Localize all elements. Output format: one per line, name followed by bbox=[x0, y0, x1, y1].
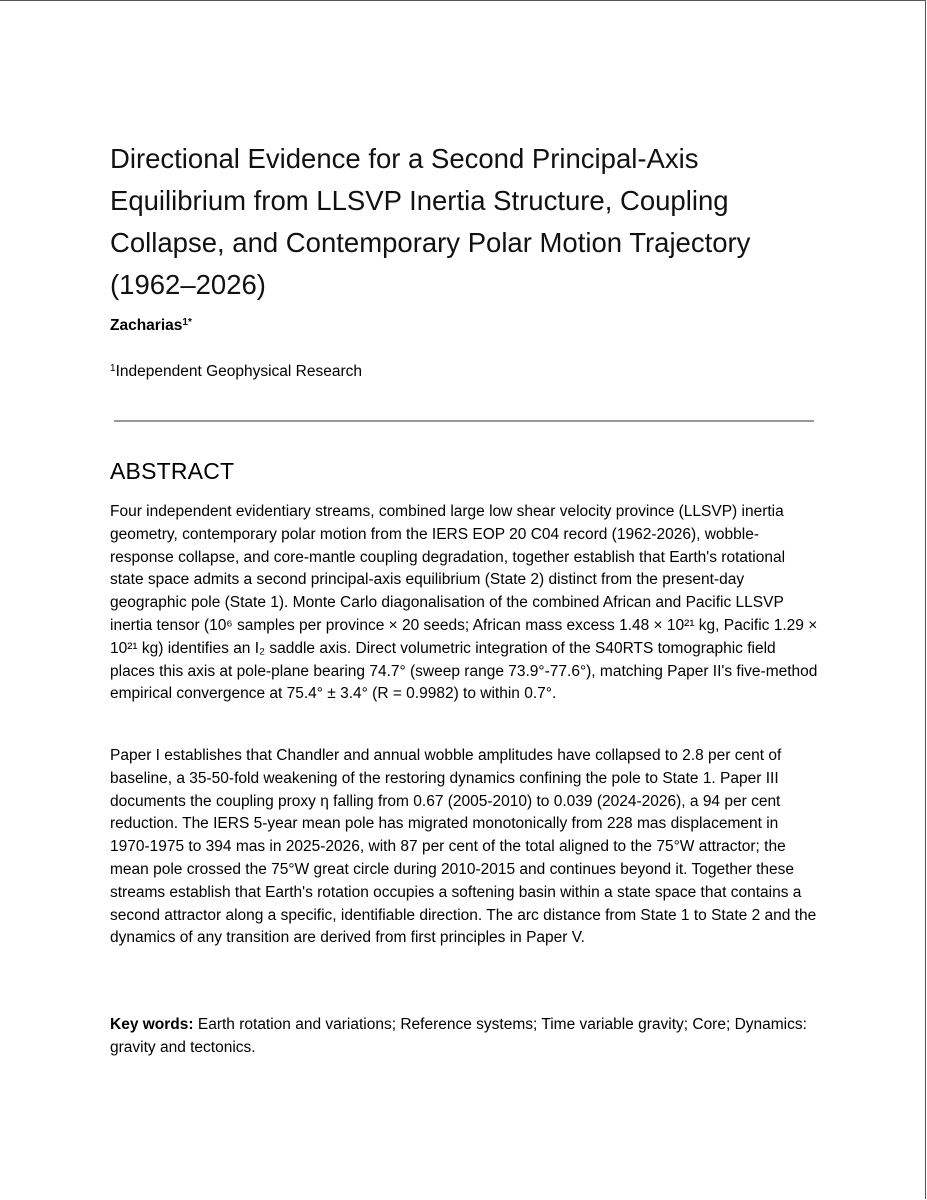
author-line bbox=[110, 317, 192, 335]
section-divider bbox=[114, 420, 814, 422]
paper-title: Directional Evidence for a Second Principal-Axis Equilibrium from LLSVP Inertia Structure, Coupling Collapse, and Contemporary Polar Motion Trajectory (1962–2026) bbox=[110, 143, 751, 300]
affiliation-line bbox=[110, 363, 362, 381]
affiliation-name: Independent Geophysical Research bbox=[115, 363, 363, 380]
abstract-paragraph-2: Paper I establishes that Chandler and annual wobble amplitudes have collapsed to 2.8 per cent of baseline, a 35-50-fold weakening of the restoring dynamics confining the pole to State 1. Paper III documents the coupling proxy η falling from 0.67 (2005-2010) to 0.039 (2024-2026), a 94 per cent reduction. The IERS 5-year mean pole has migrated monotonically from 228 mas displacement in 1970-1975 to 394 mas in 2025-2026, with 87 per cent of the total aligned to the 75°W attractor; the mean pole crossed the 75°W great circle during 2010-2015 and continues beyond it. Together these streams establish that Earth's rotation occupies a softening basin within a state space that contains a second attractor along a specific, identifiable direction. The arc distance from State 1 to State 2 and the dynamics of any transition are derived from first principles in Paper V. bbox=[110, 747, 817, 947]
keywords-label: Key words: bbox=[110, 1016, 194, 1033]
author-name: Zacharias bbox=[110, 317, 183, 334]
author-affiliation-mark: 1* bbox=[182, 317, 192, 328]
affiliation-mark: 1 bbox=[110, 363, 116, 374]
keywords-text: Earth rotation and variations; Reference systems; Time variable gravity; Core; Dynamics: gravity and tectonics. bbox=[110, 1016, 807, 1056]
abstract-paragraph-1: Four independent evidentiary streams, combined large low shear velocity province (LLSVP) inertia geometry, contemporary polar motion from the IERS EOP 20 C04 record (1962-2026), wobble-response collapse, and core-mantle coupling degradation, together establish that Earth's rotational state space admits a second principal-axis equilibrium (State 2) distinct from the present-day geographic pole (State 1). Monte Carlo diagonalisation of the combined African and Pacific LLSVP inertia tensor (10⁶ samples per province × 20 seeds; African mass excess 1.48 × 10²¹ kg, Pacific 1.29 × 10²¹ kg) identifies an I₂ saddle axis. Direct volumetric integration of the S40RTS tomographic field places this axis at pole-plane bearing 74.7° (sweep range 73.9°-77.6°), matching Paper II's five-method empirical convergence at 75.4° ± 3.4° (R = 0.9982) to within 0.7°. bbox=[110, 503, 818, 703]
keywords-line bbox=[110, 1013, 818, 1059]
abstract-heading: ABSTRACT bbox=[110, 458, 235, 484]
